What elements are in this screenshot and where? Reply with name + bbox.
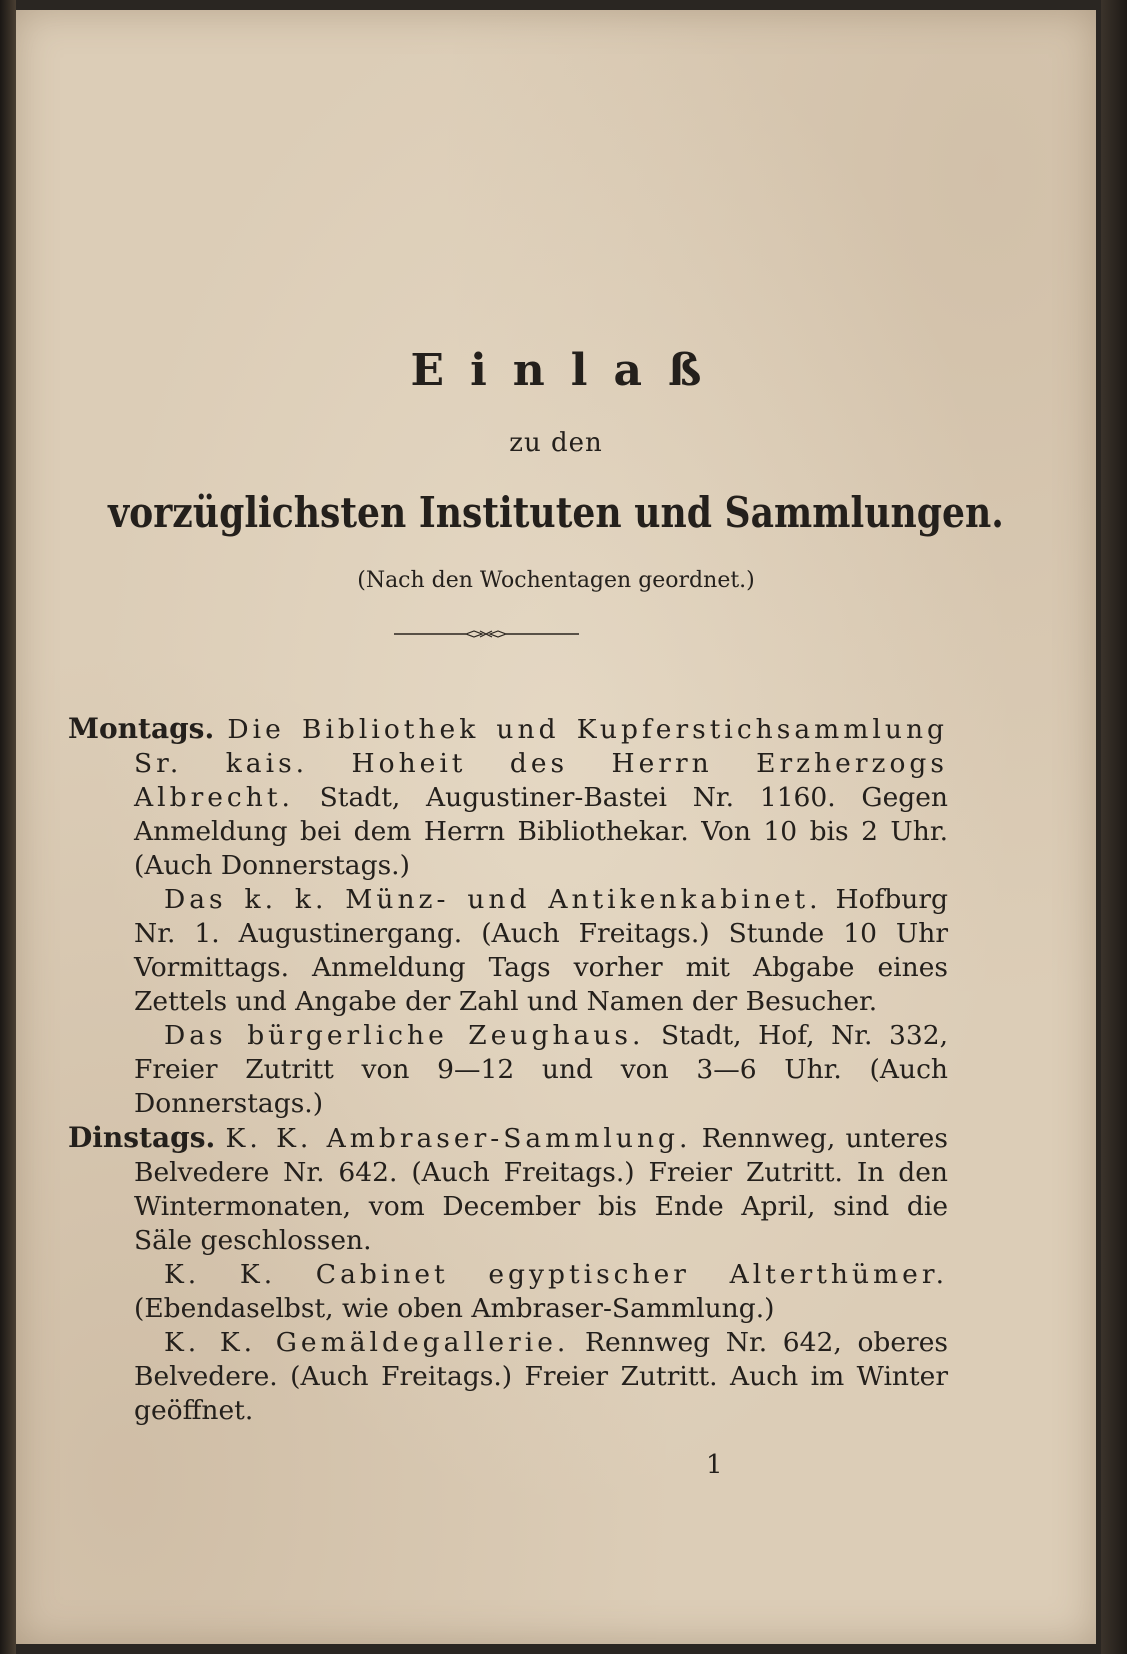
entry-details: (Ebendaselbst, wie oben Ambraser-Sammlung.) — [134, 1293, 775, 1324]
entry-gemaeldegallerie — [68, 1326, 948, 1428]
entry-details: Rennweg, unteres Belvedere Nr. 642. (Auch Freitags.) Freier Zutritt. In den Wintermonaten, vom December bis Ende April, sind die Säle geschlossen. — [134, 1123, 948, 1256]
page-title: Einlaß — [410, 345, 728, 396]
institution-name: Die Bibliothek und Kupferstichsammlung Sr. kais. Hoheit des Herrn Erzherzogs Albrecht. — [134, 714, 948, 813]
entry-details: Stadt, Hof, Nr. 332, Freier Zutritt von 9—12 und von 3—6 Uhr. (Auch Donnerstags.) — [134, 1020, 948, 1119]
book-spine — [1101, 0, 1127, 1654]
institution-name: K. K. Gemäldegallerie. — [164, 1327, 570, 1358]
section-heading: vorzüglichsten Instituten und Sammlungen. — [108, 488, 1004, 537]
page-number: 1 — [706, 1450, 723, 1480]
title-connector: zu den — [509, 428, 603, 458]
entry-details: Rennweg Nr. 642, oberes Belvedere. (Auch Freitags.) Freier Zutritt. Auch im Winter geöffnet. — [134, 1327, 949, 1426]
ornamental-divider — [394, 628, 579, 640]
weekday-label: Montags. — [68, 712, 215, 745]
section-subtitle: (Nach den Wochentagen geordnet.) — [357, 568, 755, 593]
institution-name: Das k. k. Münz- und Antikenkabinet. — [164, 884, 822, 915]
institution-name: K. K. Cabinet egyptischer Alterthümer. — [164, 1259, 948, 1290]
book-page — [16, 10, 1096, 1644]
entry-montags-bibliothek — [68, 712, 948, 883]
institution-name: Das bürgerliche Zeughaus. — [164, 1020, 645, 1051]
weekday-label: Dinstags. — [68, 1121, 216, 1154]
entry-zeughaus — [68, 1019, 948, 1121]
entry-details: Hofburg Nr. 1. Augustinergang. (Auch Freitags.) Stunde 10 Uhr Vormittags. Anmeldung Tags vorher mit Abgabe eines Zettels und Angabe der Zahl und Namen der Besucher. — [134, 884, 948, 1017]
entry-muenzkabinet — [68, 883, 948, 1019]
entries-body — [68, 712, 948, 1428]
entry-details: Stadt, Augustiner-Bastei Nr. 1160. Gegen Anmeldung bei dem Herrn Bibliothekar. Von 10 bis 2 Uhr. (Auch Donnerstags.) — [134, 782, 948, 881]
institution-name: K. K. Ambraser-Sammlung. — [225, 1123, 692, 1154]
entry-egyptian-cabinet — [68, 1258, 948, 1326]
book-left-edge — [0, 0, 16, 1654]
entry-dinstags-ambraser — [68, 1121, 948, 1258]
